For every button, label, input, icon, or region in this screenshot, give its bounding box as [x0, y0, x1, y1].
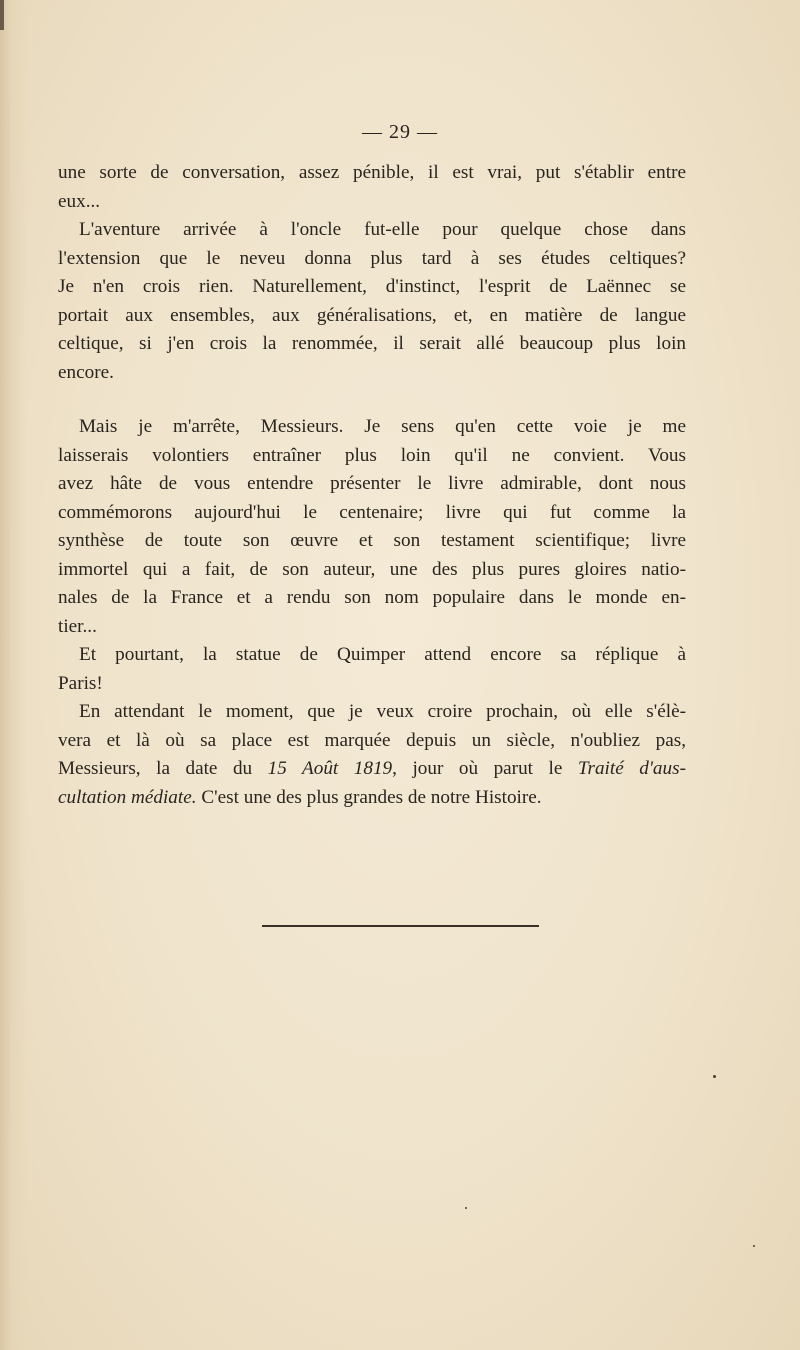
page-number: — 29 — [362, 121, 438, 143]
date-italic: 15 Août 1819 [267, 758, 393, 779]
text-line: celtique, si j'en crois la renommée, il serait allé beaucoup plus loin [58, 333, 686, 354]
page-edge-mark [0, 0, 4, 30]
text-line: L'aventure arrivée à l'oncle fut-elle pour quelque chose dans [79, 219, 686, 240]
text-line: tier... [58, 615, 97, 637]
text-line: laisserais volontiers entraîner plus loin qu'il ne convient. Vous [58, 444, 686, 466]
text-line: l'extension que le neveu donna plus tard à ses études celtiques? [58, 247, 686, 269]
paper-speck [713, 1075, 716, 1078]
text-line: une sorte de conversation, assez pénible, il est vrai, put s'établir entre [58, 162, 686, 183]
text-line [58, 755, 686, 784]
text-line: synthèse de toute son œuvre et son testament scientifique; livre [58, 530, 686, 551]
text-line: eux... [58, 190, 101, 212]
body-text [58, 159, 686, 812]
paper-speck [465, 1207, 467, 1209]
end-rule [262, 925, 539, 927]
page-edge-shadow [0, 0, 28, 1350]
text-fragment: , jour où parut le [392, 758, 578, 779]
text-fragment: C'est une des plus grandes de notre Histoire. [196, 786, 542, 808]
text-line [58, 784, 686, 813]
title-italic: Traité d'aus- [577, 758, 686, 779]
text-fragment: Messieurs, la date du [58, 758, 268, 779]
text-line: encore. [58, 361, 114, 383]
text-line: portait aux ensembles, aux généralisations, et, en matière de langue [58, 304, 686, 326]
paper-speck [753, 1245, 755, 1247]
text-line: avez hâte de vous entendre présenter le livre admirable, dont nous [58, 473, 686, 494]
text-line: Mais je m'arrête, Messieurs. Je sens qu'en cette voie je me [79, 416, 686, 437]
text-line: En attendant le moment, que je veux croire prochain, où elle s'élè- [79, 701, 686, 722]
text-line: Paris! [58, 672, 103, 694]
text-line: vera et là où sa place est marquée depuis un siècle, n'oubliez pas, [58, 729, 686, 751]
text-line: immortel qui a fait, de son auteur, une des plus pures gloires natio- [58, 558, 686, 580]
text-line: Je n'en crois rien. Naturellement, d'instinct, l'esprit de Laënnec se [58, 276, 686, 297]
text-line: nales de la France et a rendu son nom populaire dans le monde en- [58, 587, 686, 608]
text-line: Et pourtant, la statue de Quimper attend encore sa réplique à [79, 644, 686, 665]
paragraph-gap [58, 387, 686, 413]
text-line: commémorons aujourd'hui le centenaire; livre qui fut comme la [58, 501, 686, 523]
title-italic: cultation médiate. [58, 786, 197, 808]
